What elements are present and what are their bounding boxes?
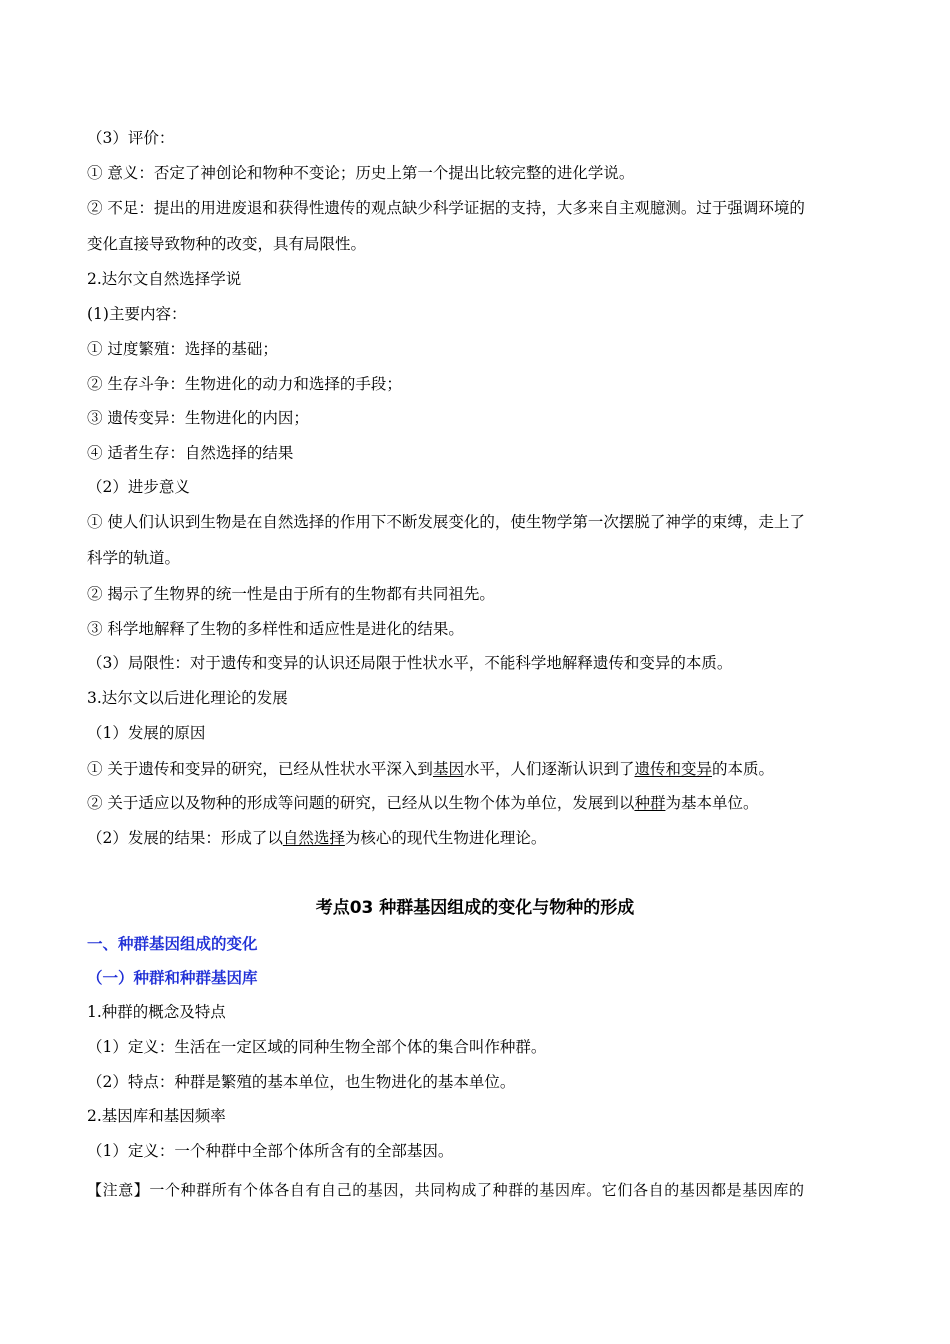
after-darwin-reason-title: （1）发展的原因 bbox=[87, 724, 206, 742]
lamarck-shortcoming-line2: 变化直接导致物种的改变，具有局限性。 bbox=[87, 235, 367, 253]
reason-2-post: 为基本单位。 bbox=[665, 794, 759, 812]
reason-1-pre: ① 关于遗传和变异的研究，已经从性状水平深入到 bbox=[87, 760, 433, 778]
result-post: 为核心的现代生物进化理论。 bbox=[344, 829, 547, 847]
reason-2-pre: ② 关于适应以及物种的形成等问题的研究，已经从以生物个体为单位，发展到以 bbox=[87, 794, 635, 812]
kp03-subheading-1: 一、种群基因组成的变化 bbox=[87, 935, 258, 953]
darwin-item: ① 过度繁殖：选择的基础； bbox=[87, 340, 278, 358]
reason-1-mid: 水平，人们逐渐认识到了 bbox=[463, 760, 635, 778]
darwin-item: ④ 适者生存：自然选择的结果 bbox=[87, 444, 294, 462]
underlined-term-natural-selection: 自然选择 bbox=[282, 829, 345, 847]
darwin-item: ③ 遗传变异：生物进化的内因； bbox=[87, 409, 309, 427]
population-feature: （2）特点：种群是繁殖的基本单位，也生物进化的基本单位。 bbox=[87, 1073, 516, 1091]
darwin-progress-1b: 科学的轨道。 bbox=[87, 549, 181, 567]
darwin-item: ② 生存斗争：生物进化的动力和选择的手段； bbox=[87, 375, 402, 393]
darwin-progress-1a: ① 使人们认识到生物是在自然选择的作用下不断发展变化的，使生物学第一次摆脱了神学的束缚，走上了 bbox=[87, 513, 805, 531]
after-darwin-reason-2 bbox=[87, 793, 890, 813]
darwin-content-title: (1)主要内容： bbox=[87, 305, 187, 323]
reason-1-post: 的本质。 bbox=[711, 760, 774, 778]
darwin-title: 2.达尔文自然选择学说 bbox=[87, 270, 242, 288]
lamarck-meaning: ① 意义：否定了神创论和物种不变论；历史上第一个提出比较完整的进化学说。 bbox=[87, 164, 635, 182]
darwin-progress-title: （2）进步意义 bbox=[87, 478, 190, 496]
kp03-subheading-2: （一）种群和种群基因库 bbox=[87, 969, 258, 987]
after-darwin-result bbox=[87, 828, 890, 848]
genepool-title: 2.基因库和基因频率 bbox=[87, 1107, 226, 1125]
underlined-term-heredity-variation: 遗传和变异 bbox=[634, 760, 712, 778]
underlined-term-gene: 基因 bbox=[432, 760, 464, 778]
darwin-progress-2: ② 揭示了生物界的统一性是由于所有的生物都有共同祖先。 bbox=[87, 585, 495, 603]
lamarck-shortcoming-line1: ② 不足：提出的用进废退和获得性遗传的观点缺少科学证据的支持，大多来自主观臆测。过于强调环境的 bbox=[87, 199, 805, 217]
darwin-progress-3: ③ 科学地解释了生物的多样性和适应性是进化的结果。 bbox=[87, 620, 464, 638]
lamarck-eval-title: （3）评价： bbox=[87, 129, 175, 147]
darwin-limitation: （3）局限性：对于遗传和变异的认识还局限于性状水平，不能科学地解释遗传和变异的本质。 bbox=[87, 654, 733, 672]
after-darwin-title: 3.达尔文以后进化理论的发展 bbox=[87, 689, 288, 707]
genepool-definition: （1）定义：一个种群中全部个体所含有的全部基因。 bbox=[87, 1142, 454, 1160]
underlined-term-population: 种群 bbox=[634, 794, 666, 812]
kp03-heading: 考点03 种群基因组成的变化与物种的形成 bbox=[315, 898, 635, 918]
note-text: 【注意】一个种群所有个体各自有自己的基因，共同构成了种群的基因库。它们各自的基因都是基因库的 bbox=[87, 1181, 805, 1199]
population-title: 1.种群的概念及特点 bbox=[87, 1003, 226, 1021]
result-pre: （2）发展的结果：形成了以 bbox=[87, 829, 283, 847]
after-darwin-reason-1 bbox=[87, 759, 890, 779]
population-definition: （1）定义：生活在一定区域的同种生物全部个体的集合叫作种群。 bbox=[87, 1038, 547, 1056]
